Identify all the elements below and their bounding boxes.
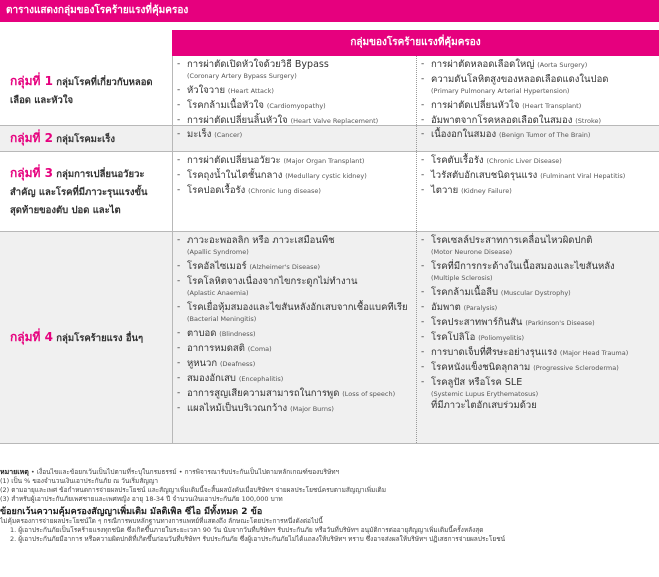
bullet-dash: - [177,100,181,110]
disease-item [177,373,412,385]
disease-name-en: (Aplastic Anaemia) [187,289,249,297]
group-label [0,126,172,151]
disease-name-en: (Paralysis) [463,304,498,312]
group-number: กลุ่มที่ 3 [10,165,53,180]
exclusion-intro: ไม่คุ้มครองการจ่ายผลประโยชน์ใด ๆ กรณีการพบหลักฐานทางการแพทย์ที่แสดงถึง ลักษณะโดยประการหนึ่งดังต่อไปนี้ [0,517,323,525]
note-item: (2) ตามอายุและเพศ ข้อกำหนดการจ่ายผลประโยชน์ และสัญญาเพิ่มเติมนี้จะสิ้นผลบังคับเมื่อบริษัทฯ จ่ายผลประโยชน์ครบตามสัญญาเพิ่มเติม [0,486,387,494]
bullet-dash: - [421,347,425,357]
bullet-dash: - [177,185,181,195]
disease-name-en: (Kidney Failure) [461,187,512,195]
table-header: กลุ่มของโรคร้ายแรงที่คุ้มครอง [172,30,659,56]
disease-item [421,287,655,299]
bullet-dash: - [421,59,425,69]
disease-name-th-cont: ที่มีภาวะไตอักเสบร่วมด้วย [431,400,537,411]
disease-name-th: โรคกล้ามเนื้อหัวใจ [187,100,264,111]
bullet-dash: - [421,129,425,139]
disease-name-th: อัมพาตจากโรคหลอดเลือดในสมอง [431,115,573,126]
disease-name-th: หูหนวก [187,358,218,369]
group-row [0,56,659,126]
bullet-dash: - [177,403,181,413]
bullet-dash: - [421,261,425,271]
disease-column-right [416,56,659,125]
notes-heading: หมายเหตุ [0,468,29,476]
disease-name-en: (Progressive Scleroderma) [533,364,619,372]
disease-item [421,362,655,374]
disease-name-en: (Muscular Dystrophy) [500,289,571,297]
note-item: (1) เป็น % ของจำนวนเงินเอาประกันภัย ณ วันเริ่มสัญญา [0,477,159,485]
disease-item [177,85,412,97]
disease-item [421,185,655,197]
group-number: กลุ่มที่ 1 [10,73,53,88]
group-label [0,232,172,443]
bullet-dash: - [421,115,425,125]
disease-name-th: โรคกล้ามเนื้อลีบ [431,287,499,298]
disease-name-th: สมองอักเสบ [187,373,236,384]
disease-name-en: (Stroke) [575,117,602,125]
disease-name-th: โรคประสาทพาร์กินสัน [431,317,523,328]
disease-item [177,170,412,182]
disease-item [177,100,412,112]
disease-name-th: ไตวาย [431,185,459,196]
disease-name-en: (Bacterial Meningitis) [187,315,257,323]
disease-item [177,328,412,340]
disease-name-th: ความดันโลหิตสูงของหลอดเลือดแดงในปอด [431,74,609,85]
disease-name-th: โรคหนังแข็งชนิดลุกลาม [431,362,531,373]
bullet-dash: - [177,235,181,245]
disease-name-th: การผ่าตัดเปลี่ยนหัวใจ [431,100,520,111]
disease-name-en: (Cardiomyopathy) [266,102,326,110]
group-name: กลุ่มโรคร้ายแรง อื่นๆ [56,332,144,344]
disease-item [177,261,412,273]
disease-column-left [173,232,416,443]
disease-name-th: การผ่าตัดเปลี่ยนลิ้นหัวใจ [187,115,288,126]
disease-name-en: (Blindness) [219,330,256,338]
disease-item [177,302,412,325]
disease-name-en: (Heart Transplant) [522,102,582,110]
bullet-dash: - [177,358,181,368]
disease-item [421,74,655,97]
disease-name-en: (Aorta Surgery) [537,61,588,69]
bullet-dash: - [421,155,425,165]
bullet-dash: - [421,302,425,312]
bullet-dash: - [421,170,425,180]
note-item: (3) สำหรับผู้เอาประกันภัยเพศชายและเพศหญิง อายุ 18-34 ปี จำนวนเงินเอาประกันภัย 100,000 บาท [0,495,283,503]
disease-item [177,185,412,197]
bullet-dash: - [421,235,425,245]
disease-column-right [416,232,659,443]
bullet-dash: - [177,373,181,383]
bullet-dash: - [177,170,181,180]
bullet-dash: - [177,85,181,95]
disease-name-th: ตาบอด [187,328,217,339]
disease-name-en: (Fulminant Viral Hepatitis) [540,172,626,180]
group-number: กลุ่มที่ 4 [10,329,53,344]
exclusion-item: 1. ผู้เอาประกันภัยเป็นโรคร้ายแรงทุกชนิด ซึ่งเกิดขึ้นภายในระยะเวลา 90 วัน นับจากวันที่บริษัทฯ รับประกันภัย หรือวันที่บริษัทฯ อนุมัติการต่ออายุสัญญาเพิ่มเติมนี้ครั้งหลังสุด [10,526,484,534]
bullet-dash: - [177,129,181,139]
bullet-dash: - [421,332,425,342]
group-row [0,152,659,232]
disease-item [421,302,655,314]
disease-name-th: แผลไหม้เป็นบริเวณกว้าง [187,403,288,414]
group-name: กลุ่มโรคที่เกี่ยวกับหลอดเลือด และหัวใจ [10,76,153,106]
disease-name-en: (Heart Attack) [227,87,274,95]
disease-name-en: (Major Burns) [290,405,334,413]
disease-item [177,155,412,167]
disease-name-th: โรคโปลิโอ [431,332,476,343]
group-row [0,126,659,152]
disease-item [421,59,655,71]
bullet-dash: - [177,343,181,353]
disease-column-right [416,126,659,151]
disease-item [177,235,412,258]
disease-name-th: โรคอัลไซเมอร์ [187,261,247,272]
disease-name-en: (Apallic Syndrome) [187,248,249,256]
disease-name-en: (Medullary cystic kidney) [285,172,367,180]
disease-item [421,235,655,258]
disease-name-th: การผ่าตัดหลอดเลือดใหญ่ [431,59,535,70]
notes-section [0,468,659,544]
disease-name-en: (Cancer) [214,131,243,139]
disease-name-en: (Major Organ Transplant) [283,157,365,165]
disease-name-th: หัวใจวาย [187,85,226,96]
disease-item [177,129,412,141]
disease-name-th: ภาวะอะพอลลิก หรือ ภาวะเสมือนพืช [187,235,335,246]
disease-name-th: เนื้องอกในสมอง [431,129,497,140]
bullet-dash: - [177,261,181,271]
disease-name-th: อาการหมดสติ [187,343,245,354]
disease-name-en: (Coma) [247,345,272,353]
disease-item [177,343,412,355]
disease-name-en: (Primary Pulmonary Arterial Hypertension) [431,87,570,95]
bullet-dash: - [421,287,425,297]
disease-item [421,332,655,344]
bullet-dash: - [177,276,181,286]
disease-column-left [173,126,416,151]
bullet-dash: - [421,377,425,387]
group-label [0,56,172,125]
group-label [0,152,172,231]
disease-name-en: (Multiple Sclerosis) [431,274,493,282]
disease-name-th: ไวรัสตับอักเสบชนิดรุนแรง [431,170,538,181]
disease-name-en: (Major Head Trauma) [559,349,629,357]
bullet-dash: - [421,317,425,327]
bullet-dash: - [177,328,181,338]
disease-name-en: (Chronic lung disease) [248,187,321,195]
disease-name-en: (Chronic Liver Disease) [486,157,562,165]
disease-item [177,403,412,415]
disease-name-th: โรคตับเรื้อรัง [431,155,484,166]
group-name: กลุ่มการเปลี่ยนอวัยวะสำคัญ และโรคที่มีภาวะรุนแรงขั้นสุดท้ายของตับ ปอด และไต [10,168,148,216]
exclusion-title: ข้อยกเว้นความคุ้มครองสัญญาเพิ่มเติม มัลติเพิล ซีไอ มีทั้งหมด 2 ข้อ [0,507,263,517]
disease-item [421,100,655,112]
disease-name-en: (Parkinson's Disease) [525,319,595,327]
bullet-dash: - [177,388,181,398]
disease-name-en: (Loss of speech) [342,390,396,398]
disease-name-th: โรคถุงน้ำในไตชั้นกลาง [187,170,283,181]
disease-item [421,317,655,329]
disease-name-en: (Motor Neurone Disease) [431,248,513,256]
group-number: กลุ่มที่ 2 [10,130,53,145]
disease-name-th: โรคลูปัส หรือโรค SLE [431,377,523,388]
disease-column-left [173,152,416,231]
disease-item [177,358,412,370]
disease-name-en: (Poliomyelitis) [478,334,525,342]
disease-name-th: การผ่าตัดเปิดหัวใจด้วยวิธี Bypass [187,59,329,70]
group-name: กลุ่มโรคมะเร็ง [56,133,116,145]
bullet-dash: - [177,155,181,165]
disease-name-th: อาการสูญเสียความสามารถในการพูด [187,388,340,399]
disease-item [177,388,412,400]
disease-item [421,377,655,411]
disease-name-en: (Encephalitis) [238,375,284,383]
disease-name-en: (Systemic Lupus Erythematosus) [431,390,539,398]
disease-name-en: (Coronary Artery Bypass Surgery) [187,72,297,80]
bullet-dash: - [421,74,425,84]
bullet-dash: - [177,115,181,125]
disease-name-en: (Alzheimer's Disease) [249,263,320,271]
disease-column-left [173,56,416,125]
disease-column-right [416,152,659,231]
disease-name-th: โรคเซลล์ประสาทการเคลื่อนไหวผิดปกติ [431,235,593,246]
exclusion-item: 2. ผู้เอาประกันภัยมีอาการ หรือความผิดปกติที่เกิดขึ้นก่อนวันที่บริษัทฯ รับประกันภัย ซึ่งผู้เอาประกันภัยไม่ได้แถลงให้บริษัทฯ ทราบ ซึ่งอาจส่งผลให้บริษัทฯ ปฏิเสธการจ่ายผลประโยชน์ [10,535,506,543]
bullet-dash: - [421,100,425,110]
disease-name-en: (Deafness) [219,360,256,368]
disease-item [177,59,412,82]
disease-item [421,129,655,141]
coverage-table [0,30,659,444]
disease-name-th: มะเร็ง [187,129,212,140]
disease-name-th: โรคโลหิตจางเนื่องจากไขกระดูกไม่ทำงาน [187,276,358,287]
disease-name-th: โรคที่มีการกระด้างในเนื้อสมองและไขสันหลัง [431,261,615,272]
disease-item [421,155,655,167]
bullet-dash: - [421,362,425,372]
group-row [0,232,659,444]
disease-name-th: โรคเยื่อหุ้มสมองและไขสันหลังอักเสบจากเชื้อแบคทีเรีย [187,302,408,313]
bullet-dash: - [177,302,181,312]
disease-item [177,276,412,299]
disease-name-en: (Benign Tumor of The Brain) [498,131,591,139]
disease-item [421,261,655,284]
disease-name-th: การผ่าตัดเปลี่ยนอวัยวะ [187,155,281,166]
bullet-dash: - [177,59,181,69]
disease-item [421,170,655,182]
notes-intro: • เงื่อนไขและข้อยกเว้นเป็นไปตามที่ระบุในกรมธรรม์ • การพิจารณารับประกันเป็นไปตามหลักเกณฑ์ของบริษัทฯ [30,468,340,476]
disease-name-th: อัมพาต [431,302,461,313]
disease-name-th: โรคปอดเรื้อรัง [187,185,246,196]
disease-name-th: การบาดเจ็บที่ศีรษะอย่างรุนแรง [431,347,558,358]
disease-name-en: (Heart Valve Replacement) [290,117,379,125]
bullet-dash: - [421,185,425,195]
page-title: ตารางแสดงกลุ่มของโรคร้ายแรงที่คุ้มครอง [0,0,659,22]
disease-item [421,347,655,359]
